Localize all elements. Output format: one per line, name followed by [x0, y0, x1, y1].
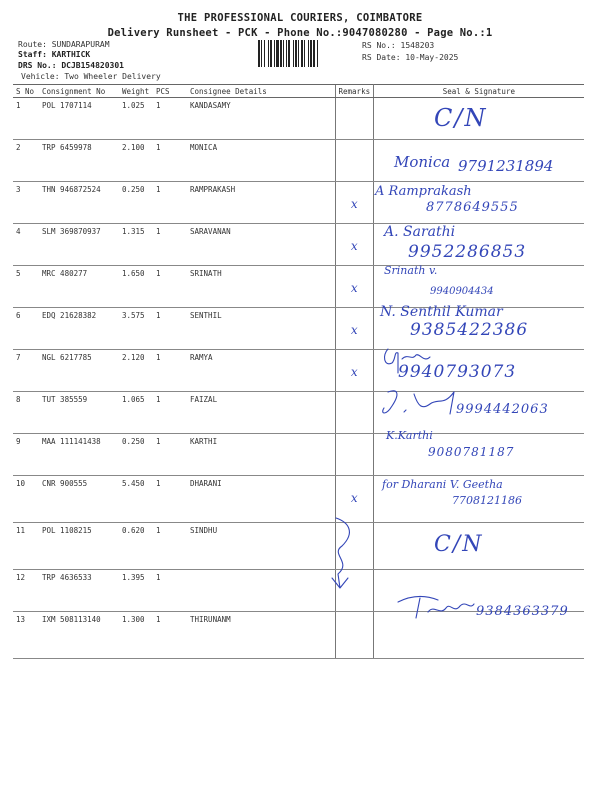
cell-weight-text: 3.575 [122, 311, 145, 320]
barcode-bar [276, 40, 279, 67]
cell-pcs-text: 1 [156, 185, 161, 194]
cell-remarks [335, 434, 374, 476]
cell-consignment-no-text: NGL 6217785 [42, 353, 92, 362]
cell-consignee [187, 612, 335, 659]
cell-pcs [153, 308, 187, 350]
row1-handwritten-cn: C/N [434, 104, 488, 132]
row4-signature-phone: 9952286853 [408, 242, 527, 262]
cell-consignee-text: THIRUNANM [190, 615, 231, 624]
barcode-bar [274, 40, 275, 67]
cell-sno [13, 434, 39, 476]
row10-signature-name: for Dharani V. Geetha [382, 478, 503, 491]
cell-consignment-no [39, 308, 119, 350]
row6-signature-name: N. Senthil Kumar [380, 304, 503, 320]
col-consignment: Consignment No [39, 85, 119, 98]
cell-sno [13, 350, 39, 392]
barcode-bar [283, 40, 284, 67]
cell-weight [119, 523, 153, 570]
cell-pcs-text: 1 [156, 101, 161, 110]
cell-pcs [153, 182, 187, 224]
cell-remarks-text: x [350, 281, 358, 295]
cell-remarks-text: x [350, 491, 358, 505]
cell-weight-text: 1.300 [122, 615, 145, 624]
cell-sno-text: 10 [16, 479, 26, 488]
cell-consignment-no [39, 570, 119, 612]
row8-signature-phone: 9994442063 [456, 402, 549, 417]
cell-remarks [335, 98, 374, 140]
cell-consignment-no-text: EDQ 21628382 [42, 311, 97, 320]
cell-remarks [335, 612, 374, 659]
cell-weight [119, 612, 153, 659]
cell-consignee-text: DHARANI [190, 479, 222, 488]
barcode-bar [308, 40, 309, 67]
cell-sno-text: 13 [16, 615, 26, 624]
cell-consignment-no-text: TRP 6459978 [42, 143, 92, 152]
cell-pcs-text: 1 [156, 479, 161, 488]
cell-consignee [187, 476, 335, 523]
row13-signature-phone: 9384363379 [476, 604, 569, 619]
cell-remarks [335, 266, 374, 308]
barcode-bar [301, 40, 303, 67]
cell-remarks [335, 140, 374, 182]
cell-sno [13, 98, 39, 140]
row4-signature-name: A. Sarathi [384, 224, 456, 240]
cell-consignee [187, 434, 335, 476]
cell-sno-text: 11 [16, 526, 26, 535]
table-row [13, 98, 584, 140]
cell-pcs-text: 1 [156, 269, 161, 278]
barcode-bar [317, 40, 318, 67]
cell-consignment-no-text: THN 946872524 [42, 185, 101, 194]
cell-consignment-no-text: SLM 369870937 [42, 227, 101, 236]
col-sno: S No [13, 85, 39, 98]
cell-consignee-text: MONICA [190, 143, 218, 152]
row5-signature-phone: 9940904434 [430, 286, 494, 297]
cell-consignee [187, 182, 335, 224]
row3-signature-phone: 8778649555 [426, 200, 519, 215]
cell-sno-text: 5 [16, 269, 21, 278]
cell-remarks [335, 350, 374, 392]
cell-consignee-text: KANDASAMY [190, 101, 231, 110]
cell-remarks-text: x [350, 365, 358, 379]
cell-weight-text: 0.250 [122, 185, 145, 194]
table-header-row [13, 85, 584, 98]
cell-consignment-no [39, 350, 119, 392]
row12-handwritten-cn: C/N [434, 532, 484, 557]
barcode-bar [286, 40, 287, 67]
cell-sno-text: 7 [16, 353, 21, 362]
cell-consignment-no [39, 98, 119, 140]
cell-consignment-no-text: POL 1108215 [42, 526, 92, 535]
drs-number: DRS No.: DCJB154820301 [18, 61, 124, 70]
cell-pcs [153, 266, 187, 308]
barcode-bar [293, 40, 294, 67]
cell-consignee [187, 140, 335, 182]
cell-consignee [187, 392, 335, 434]
rows11-12-arrow-mark [318, 512, 366, 594]
col-pcs: PCS [153, 85, 187, 98]
cell-weight-text: 0.250 [122, 437, 145, 446]
cell-sno [13, 182, 39, 224]
cell-pcs [153, 98, 187, 140]
cell-consignee [187, 224, 335, 266]
cell-sno-text: 2 [16, 143, 21, 152]
cell-weight [119, 350, 153, 392]
cell-remarks [335, 224, 374, 266]
barcode-bar [261, 40, 262, 67]
barcode-bar [270, 40, 272, 67]
route-label: Route: SUNDARAPURAM [18, 40, 110, 49]
cell-pcs-text: 1 [156, 526, 161, 535]
row13-signature-scribble [394, 592, 478, 622]
cell-consignee-text: SARAVANAN [190, 227, 231, 236]
col-seal-signature: Seal & Signature [374, 85, 584, 98]
cell-weight-text: 5.450 [122, 479, 145, 488]
barcode-bar [268, 40, 269, 67]
cell-pcs-text: 1 [156, 615, 161, 624]
cell-weight [119, 434, 153, 476]
cell-consignment-no-text: CNR 900555 [42, 479, 88, 488]
cell-consignee-text: KARTHI [190, 437, 218, 446]
cell-consignment-no [39, 224, 119, 266]
row5-signature-name: Srinath v. [384, 264, 438, 277]
cell-consignment-no [39, 266, 119, 308]
cell-weight-text: 1.395 [122, 573, 145, 582]
cell-weight-text: 2.100 [122, 143, 145, 152]
rs-date: RS Date: 10-May-2025 [362, 53, 459, 62]
cell-weight [119, 182, 153, 224]
cell-consignee-text: RAMPRAKASH [190, 185, 236, 194]
barcode-bar [313, 40, 315, 67]
cell-sno [13, 308, 39, 350]
cell-consignment-no [39, 523, 119, 570]
staff-label: Staff: KARTHICK [18, 50, 91, 59]
barcode-bar [258, 40, 260, 67]
col-remarks: Remarks [335, 85, 374, 98]
cell-pcs-text: 1 [156, 227, 161, 236]
cell-consignee-text: SRINATH [190, 269, 222, 278]
cell-sno [13, 140, 39, 182]
cell-pcs [153, 476, 187, 523]
cell-sno-text: 6 [16, 311, 21, 320]
cell-consignment-no [39, 182, 119, 224]
cell-sno [13, 523, 39, 570]
cell-sno-text: 9 [16, 437, 21, 446]
row10-signature-phone: 7708121186 [452, 494, 522, 507]
cell-sno-text: 8 [16, 395, 21, 404]
cell-consignee-text: FAIZAL [190, 395, 218, 404]
cell-consignment-no-text: TUT 385559 [42, 395, 88, 404]
cell-weight-text: 1.650 [122, 269, 145, 278]
cell-weight [119, 476, 153, 523]
table-row [13, 266, 584, 308]
barcode-bar [310, 40, 312, 67]
cell-consignment-no [39, 392, 119, 434]
cell-pcs [153, 434, 187, 476]
barcode-bar [304, 40, 305, 67]
cell-sno [13, 224, 39, 266]
cell-weight [119, 392, 153, 434]
cell-pcs [153, 140, 187, 182]
cell-consignment-no [39, 476, 119, 523]
cell-consignment-no-text: TRP 4636533 [42, 573, 92, 582]
cell-sno [13, 570, 39, 612]
col-weight: Weight [119, 85, 153, 98]
cell-remarks [335, 308, 374, 350]
cell-weight [119, 224, 153, 266]
cell-weight-text: 0.620 [122, 526, 145, 535]
barcode-bar [295, 40, 297, 67]
cell-pcs-text: 1 [156, 573, 161, 582]
cell-weight-text: 1.025 [122, 101, 145, 110]
cell-consignee-text: SINDHU [190, 526, 218, 535]
cell-consignment-no [39, 434, 119, 476]
cell-consignee [187, 98, 335, 140]
cell-consignment-no-text: IXM 508113140 [42, 615, 101, 624]
vehicle-label: Vehicle: Two Wheeler Delivery [21, 72, 161, 81]
row9-signature-phone: 9080781187 [428, 445, 515, 459]
row9-signature-name: K.Karthi [386, 429, 433, 442]
row7-signature-phone: 9940793073 [398, 362, 517, 382]
cell-pcs [153, 570, 187, 612]
table-row [13, 523, 584, 570]
cell-sno-text: 12 [16, 573, 26, 582]
cell-consignee [187, 308, 335, 350]
cell-sno [13, 612, 39, 659]
cell-pcs-text: 1 [156, 143, 161, 152]
cell-pcs-text: 1 [156, 395, 161, 404]
barcode-bar [288, 40, 290, 67]
barcode-bar [280, 40, 282, 67]
cell-consignment-no-text: MRC 480277 [42, 269, 88, 278]
cell-weight [119, 140, 153, 182]
cell-consignee-text: SENTHIL [190, 311, 222, 320]
cell-consignee [187, 523, 335, 570]
cell-pcs [153, 612, 187, 659]
cell-sno-text: 3 [16, 185, 21, 194]
col-consignee: Consignee Details [187, 85, 335, 98]
row3-signature-name: A Ramprakash [375, 184, 472, 199]
cell-weight-text: 2.120 [122, 353, 145, 362]
cell-weight [119, 570, 153, 612]
barcode-bar [264, 40, 265, 67]
cell-pcs-text: 1 [156, 311, 161, 320]
cell-remarks-text: x [350, 197, 358, 211]
cell-consignment-no [39, 140, 119, 182]
cell-pcs [153, 392, 187, 434]
cell-remarks [335, 392, 374, 434]
row6-signature-phone: 9385422386 [410, 320, 529, 340]
cell-weight-text: 1.315 [122, 227, 145, 236]
row8-signature-scribble [378, 386, 464, 422]
row2-signature-name: Monica [394, 153, 451, 171]
cell-pcs-text: 1 [156, 437, 161, 446]
cell-consignment-no-text: POL 1707114 [42, 101, 92, 110]
cell-pcs-text: 1 [156, 353, 161, 362]
cell-consignee [187, 570, 335, 612]
row2-signature-phone: 9791231894 [458, 157, 554, 175]
cell-remarks-text: x [350, 323, 358, 337]
cell-pcs [153, 523, 187, 570]
barcode-bar [298, 40, 299, 67]
rs-number: RS No.: 1548203 [362, 41, 435, 50]
cell-weight [119, 98, 153, 140]
cell-sno [13, 266, 39, 308]
cell-consignment-no-text: MAA 111141438 [42, 437, 101, 446]
cell-consignment-no [39, 612, 119, 659]
cell-sno-text: 4 [16, 227, 21, 236]
cell-consignee [187, 350, 335, 392]
barcode [258, 40, 356, 67]
cell-weight [119, 308, 153, 350]
cell-consignee [187, 266, 335, 308]
cell-weight-text: 1.065 [122, 395, 145, 404]
cell-sno [13, 476, 39, 523]
company-title: THE PROFESSIONAL COURIERS, COIMBATORE [177, 12, 423, 24]
cell-consignee-text: RAMYA [190, 353, 213, 362]
cell-weight [119, 266, 153, 308]
cell-sno-text: 1 [16, 101, 21, 110]
cell-remarks [335, 182, 374, 224]
runsheet-title: Delivery Runsheet - PCK - Phone No.:9047080280 - Page No.:1 [107, 27, 493, 39]
cell-remarks-text: x [350, 239, 358, 253]
cell-pcs [153, 224, 187, 266]
cell-sno [13, 392, 39, 434]
cell-pcs [153, 350, 187, 392]
